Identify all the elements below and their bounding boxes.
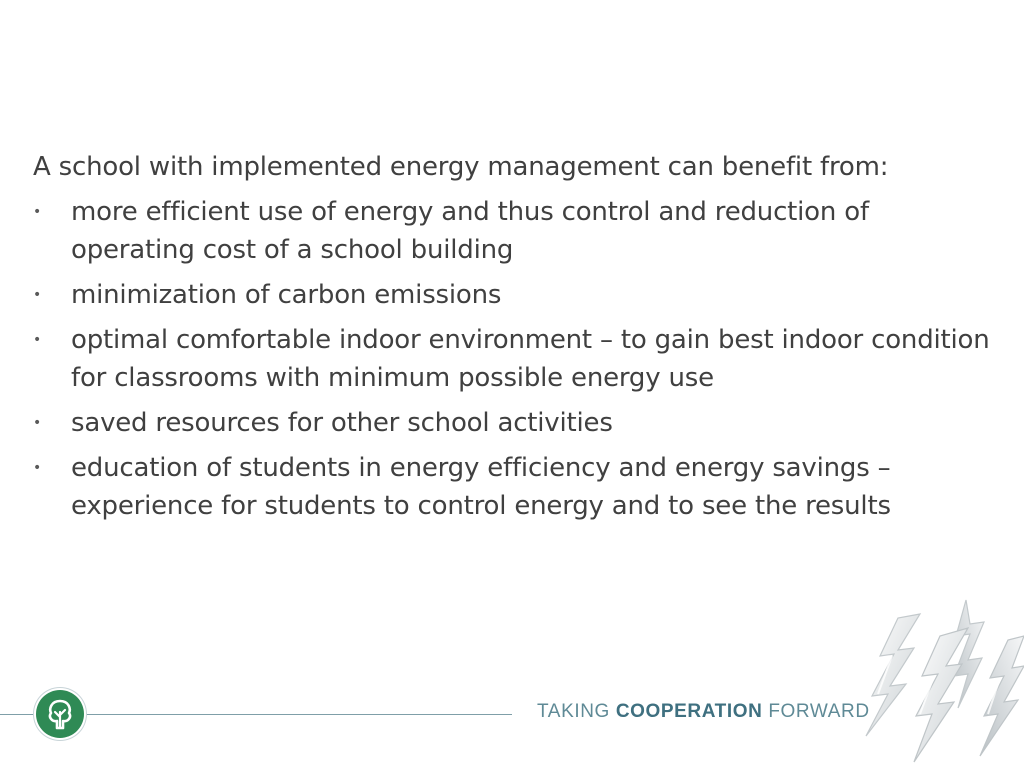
list-item-text: more efficient use of energy and thus control and reduction of operating cost of a school building [71, 197, 869, 265]
bullet-list [33, 193, 993, 525]
list-item [33, 404, 993, 442]
footer-rule-right [84, 714, 512, 715]
bullet-icon: • [33, 287, 42, 303]
slide-content [33, 148, 993, 532]
logo [36, 690, 84, 738]
bullet-icon: • [33, 460, 42, 476]
bullet-icon: • [33, 204, 42, 220]
tagline-pre: TAKING [537, 701, 616, 722]
list-item-text: minimization of carbon emissions [71, 280, 502, 310]
list-item [33, 449, 993, 525]
tagline-bold: COOPERATION [615, 701, 763, 722]
slide-intro: A school with implemented energy management can benefit from: [33, 152, 889, 182]
lightning-arrows-icon [858, 596, 1024, 768]
list-item [33, 193, 993, 269]
list-item [33, 276, 993, 314]
tagline-post: FORWARD [762, 701, 870, 722]
bullet-icon: • [33, 332, 42, 348]
list-item-text: saved resources for other school activities [71, 408, 613, 438]
footer-tagline [537, 701, 870, 723]
footer-rule-left [0, 714, 36, 715]
bullet-icon: • [33, 415, 42, 431]
list-item [33, 321, 993, 397]
list-item-text: optimal comfortable indoor environment – to gain best indoor condition for classrooms with minimum possible energy use [71, 325, 990, 393]
tree-icon [36, 690, 84, 738]
list-item-text: education of students in energy efficiency and energy savings – experience for students to control energy and to see the results [71, 453, 891, 521]
